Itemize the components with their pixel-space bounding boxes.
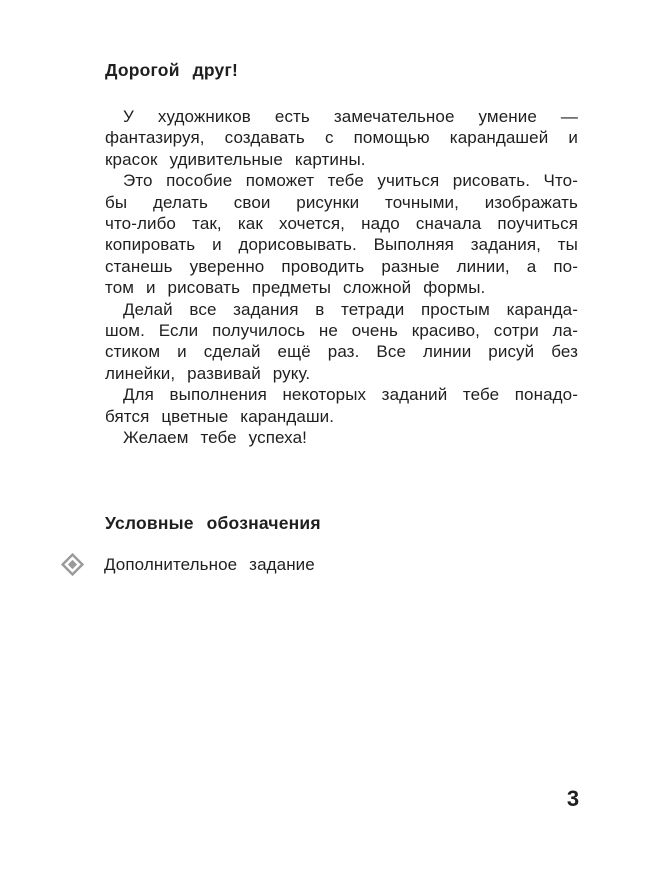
paragraph-line: Для выполнения некоторых заданий тебе понадо- <box>123 385 578 405</box>
intro-text <box>105 106 578 449</box>
paragraph-line: станешь уверенно проводить разные линии, а по- <box>105 256 578 276</box>
diamond-icon <box>61 553 84 576</box>
paragraph-line: Это пособие поможет тебе учиться рисовать. Что- <box>123 171 578 191</box>
paragraph-line: красок удивительные картины. <box>105 149 366 169</box>
paragraph-line: Делай все задания в тетради простым каранда- <box>123 299 578 319</box>
page-number: 3 <box>566 786 580 811</box>
page-title: Дорогой друг! <box>105 60 239 80</box>
paragraph-line: том и рисовать предметы сложной формы. <box>105 278 486 298</box>
paragraph-line: Желаем тебе успеха! <box>123 428 307 448</box>
paragraph-line: бятся цветные карандаши. <box>105 406 335 426</box>
paragraph-line: копировать и дорисовывать. Выполняя задания, ты <box>105 235 578 255</box>
legend-item-label: Дополнительное задание <box>104 554 315 574</box>
paragraph-line: бы делать свои рисунки точными, изображать <box>105 192 578 212</box>
legend-item <box>61 553 315 576</box>
paragraph-line: что-либо так, как хочется, надо сначала поучиться <box>105 214 578 234</box>
paragraph-line: фантазируя, создавать с помощью карандашей и <box>105 128 578 148</box>
paragraph-line: шом. Если получилось не очень красиво, сотри ла- <box>105 321 578 341</box>
paragraph-line: У художников есть замечательное умение — <box>123 107 578 126</box>
paragraph-line: линейки, развивай руку. <box>105 363 311 383</box>
paragraph-line: стиком и сделай ещё раз. Все линии рисуй без <box>105 342 578 362</box>
legend-heading: Условные обозначения <box>105 513 321 533</box>
